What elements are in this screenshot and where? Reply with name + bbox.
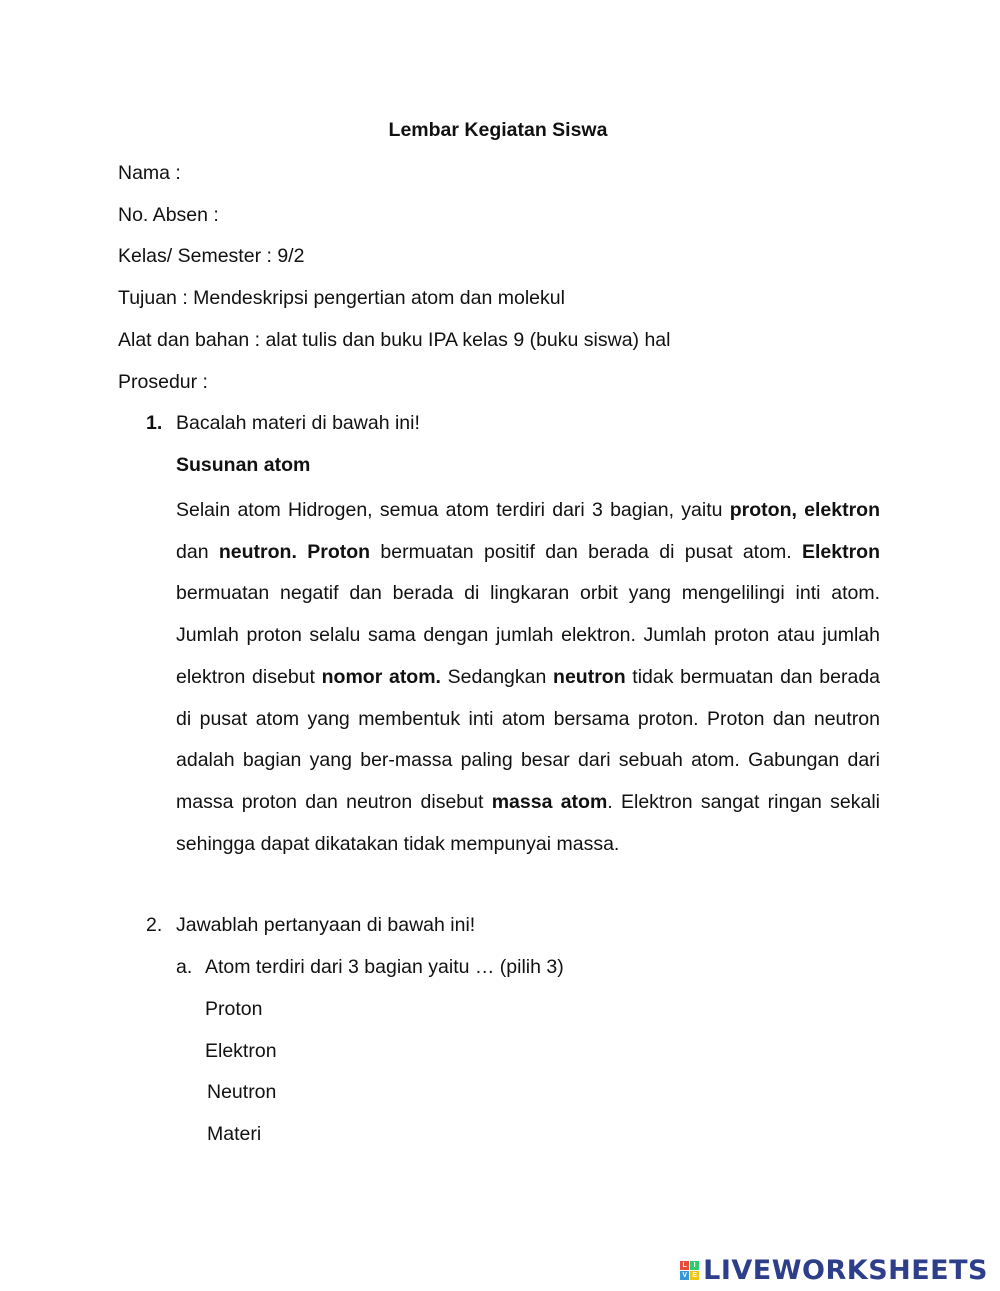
step2-instruction: Jawablah pertanyaan di bawah ini! <box>176 914 476 936</box>
paragraph-text: . Elektron sangat ringan sekali sehingga dapat dikatakan tidak mempunyai massa. <box>176 790 880 855</box>
bold-term: massa atom <box>491 790 608 813</box>
logo-text: LIVEWORKSHEETS <box>703 1255 988 1286</box>
paragraph-text: bermuatan negatif dan berada di lingkaran orbit yang mengelilingi inti atom. Jumlah proton selalu sama dengan jumlah elektron. Jumlah proton atau jumlah elektron disebut <box>176 582 880 688</box>
bold-term: neutron. Proton <box>218 540 371 563</box>
logo-letter-l: L <box>680 1261 689 1270</box>
field-kelas: Kelas/ Semester : 9/2 <box>118 245 305 267</box>
paragraph-text: bermuatan positif dan berada di pusat atom. <box>370 540 802 563</box>
logo-letter-v: V <box>680 1271 689 1280</box>
field-alat: Alat dan bahan : alat tulis dan buku IPA kelas 9 (buku siswa) hal <box>118 329 671 351</box>
question-a-letter: a. <box>176 956 193 978</box>
logo-mark-icon <box>680 1261 699 1280</box>
bold-term: Elektron <box>801 540 880 563</box>
paragraph-text: Sedangkan <box>440 665 554 688</box>
bold-term: nomor atom. <box>321 665 441 688</box>
reading-paragraph <box>176 490 880 865</box>
option-neutron[interactable]: Neutron <box>207 1081 277 1103</box>
paragraph-text: Selain atom Hidrogen, semua atom terdiri dari 3 bagian, yaitu <box>176 499 730 521</box>
logo-letter-i: I <box>690 1261 699 1270</box>
bold-term: proton, elektron <box>729 499 881 521</box>
step1-instruction: Bacalah materi di bawah ini! <box>176 412 420 434</box>
paragraph-text: dan <box>176 540 219 563</box>
option-materi[interactable]: Materi <box>207 1123 262 1145</box>
field-prosedur: Prosedur : <box>118 371 208 393</box>
step1-number: 1. <box>146 412 163 434</box>
worksheet-title: Lembar Kegiatan Siswa <box>388 119 608 141</box>
option-proton[interactable]: Proton <box>205 998 263 1020</box>
paragraph-text: tidak bermuatan dan berada di pusat atom yang membentuk inti atom bersama proton. Proton dan neutron adalah bagian yang ber-massa paling besar dari sebuah atom. Gabungan dari massa proton dan neutron disebut <box>176 665 881 813</box>
section-subtitle: Susunan atom <box>176 454 311 476</box>
option-elektron[interactable]: Elektron <box>205 1040 277 1062</box>
question-a-text: Atom terdiri dari 3 bagian yaitu … (pilih 3) <box>205 956 564 978</box>
field-absen: No. Absen : <box>118 204 219 226</box>
field-nama: Nama : <box>118 162 181 184</box>
logo-letter-e: E <box>690 1271 699 1280</box>
step2-number: 2. <box>146 914 163 936</box>
field-tujuan: Tujuan : Mendeskripsi pengertian atom dan molekul <box>118 287 565 309</box>
bold-term: neutron <box>553 665 626 688</box>
liveworksheets-logo <box>680 1255 988 1286</box>
